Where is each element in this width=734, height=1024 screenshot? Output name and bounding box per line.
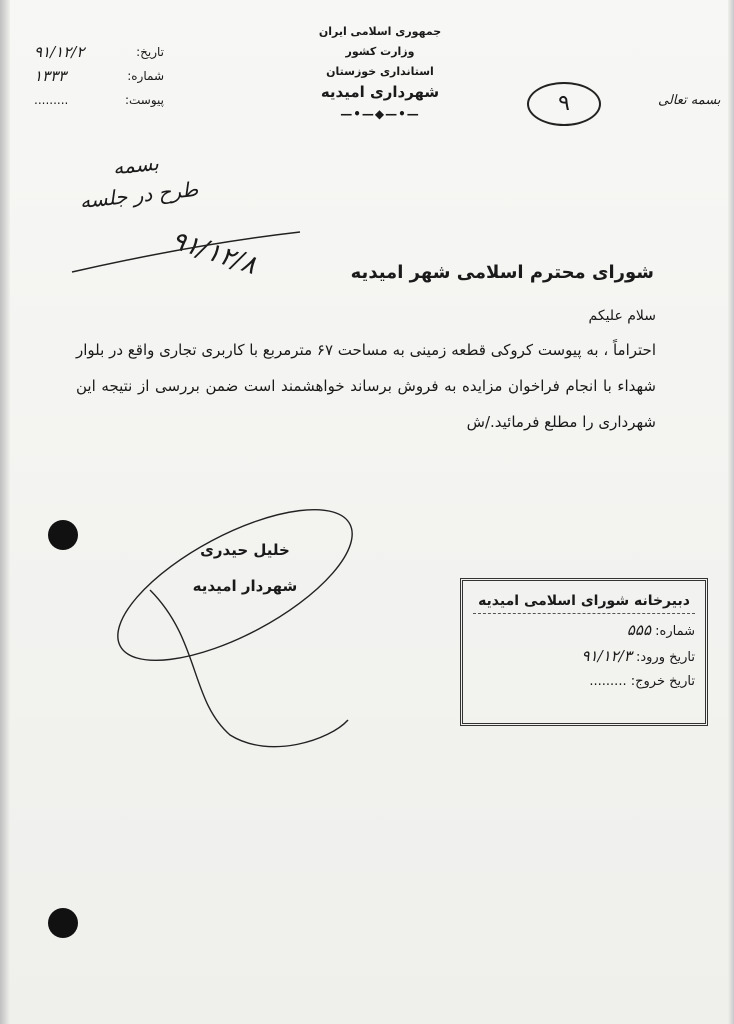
meta-attachment-value: ......... [34,93,69,107]
meta-attachment-label: پیوست: [124,93,164,107]
signer-name: خلیل حیدری [200,541,290,559]
handwritten-note-line2: طرح در جلسه [78,176,200,214]
signer-title: شهردار امیدیه [192,577,298,595]
letterhead-organization: شهرداری امیدیه [320,83,440,101]
meta-date-label: تاریخ: [136,45,164,59]
circled-page-number: ۹ [527,82,601,126]
stamp-entry-value: ۹۱/۱۲/۳ [581,647,632,665]
letter-body: احتراماً ، به پیوست کروکی قطعه زمینی به مساحت ۶۷ مترمربع با کاربری تجاری واقع در بلوار شهداء با انجام فراخوان مزایده به فروش برساند خواهشمند است ضمن بررسی از نتیجه این شهرداری را مطلع فرمائید./ش [76,341,656,431]
meta-date-value: ۹۱/۱۲/۲ [34,43,85,61]
handwritten-date: ۹۱/۱۲/۸ [167,225,260,281]
letter-salutation: سلام علیکم [588,308,656,324]
stamp-number-value: ۵۵۵ [626,621,652,639]
stamp-number-label: شماره: [655,624,695,639]
stamp-exit-value: ......... [589,674,627,689]
handwritten-note-line1: بسمه [111,150,160,180]
signature-loop [97,480,374,690]
stamp-exit-label: تاریخ خروج: [630,674,695,689]
meta-number-value: ۱۳۳۳ [34,67,67,85]
letter-recipient: شورای محترم اسلامی شهر امیدیه [350,262,654,283]
punch-hole-bottom [48,908,78,938]
stamp-title: دبیرخانه شورای اسلامی امیدیه [473,589,695,614]
letterhead-ministry: وزارت کشور [345,45,415,58]
note-underline-stroke [72,232,300,272]
signature-tail [150,590,348,747]
meta-number-label: شماره: [127,69,164,83]
letterhead-ornament: —•—◆—•— [340,107,420,121]
letterhead-province: استانداری خوزستان [326,65,434,78]
punch-hole-top [48,520,78,550]
bismillah-text: بسمه تعالی [658,93,721,108]
stamp-entry-label: تاریخ ورود: [635,650,695,665]
letterhead-country: جمهوری اسلامی ایران [318,25,442,38]
